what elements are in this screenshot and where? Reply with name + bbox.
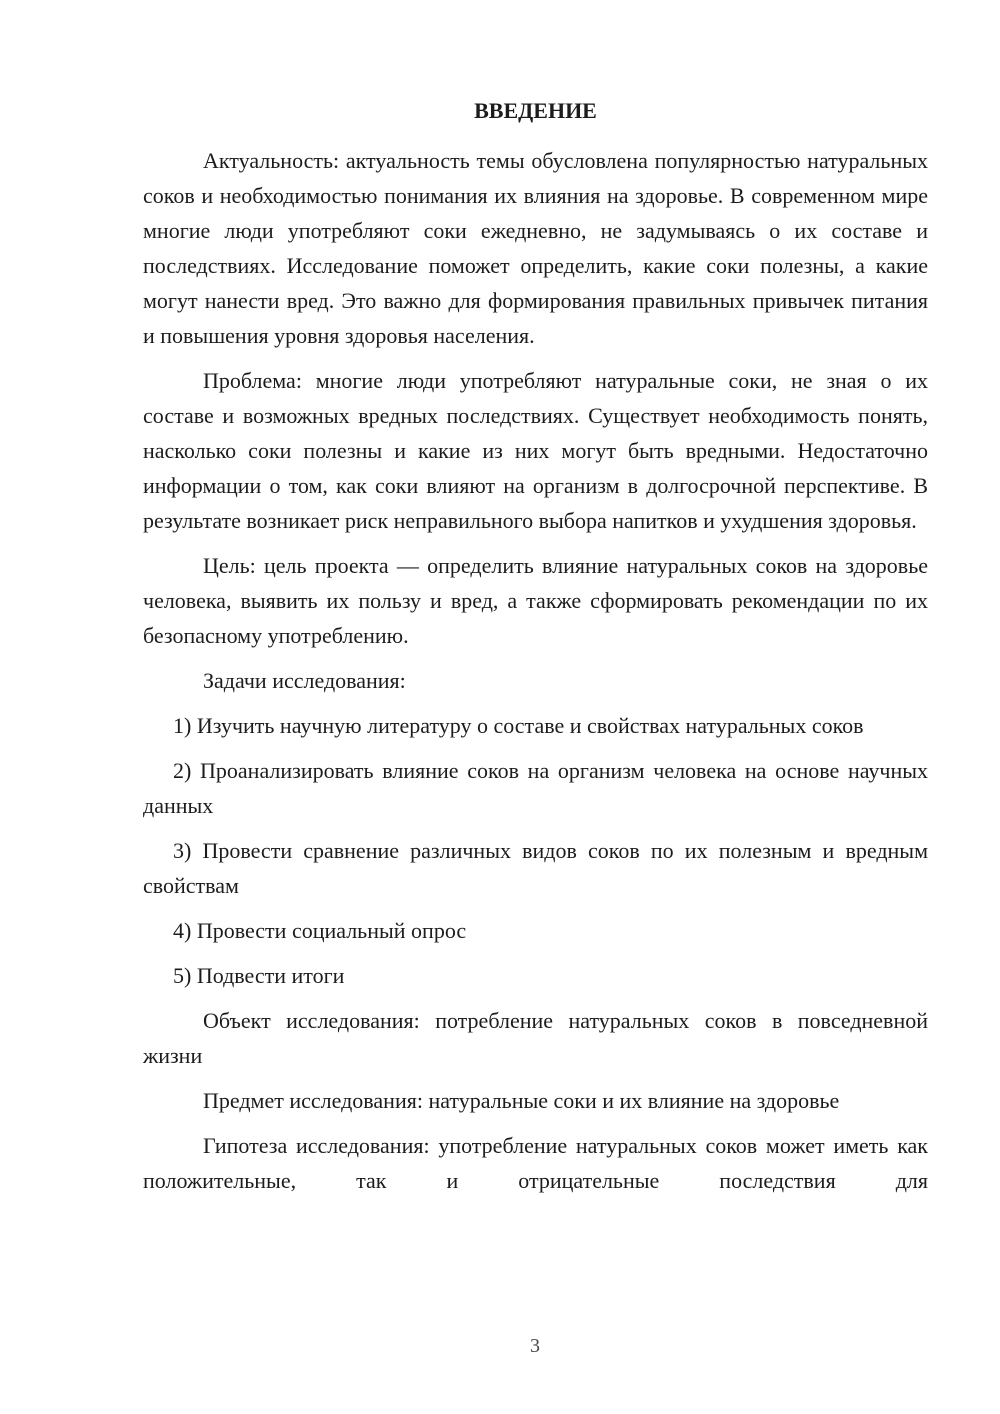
page-title: ВВЕДЕНИЕ: [474, 98, 597, 123]
tasks-heading: Задачи исследования:: [203, 668, 406, 693]
list-item: 4) Провести социальный опрос: [173, 918, 467, 943]
list-item: 1) Изучить научную литературу о составе и свойствах натуральных соков: [173, 713, 864, 738]
document-body: [143, 143, 928, 1208]
paragraph-object: Объект исследования: потребление натуральных соков в повседневной жизни: [143, 1008, 928, 1068]
list-item: 5) Подвести итоги: [173, 963, 345, 988]
paragraph-hypothesis: Гипотеза исследования: употребление натуральных соков может иметь как положительные, так и отрицательные последствия для: [143, 1133, 928, 1193]
paragraph-relevance: Актуальность: актуальность темы обусловлена популярностью натуральных соков и необходимостью понимания их влияния на здоровье. В современном мире многие люди употребляют соки ежедневно, не задумываясь о их составе и последствиях. Исследование поможет определить, какие соки полезны, а какие могут нанести вред. Это важно для формирования правильных привычек питания и повышения уровня здоровья населения.: [143, 148, 928, 348]
paragraph-subject: Предмет исследования: натуральные соки и их влияние на здоровье: [203, 1088, 840, 1113]
list-item: 3) Провести сравнение различных видов соков по их полезным и вредным свойствам: [143, 838, 928, 898]
list-item: 2) Проанализировать влияние соков на организм человека на основе научных данных: [143, 758, 928, 818]
paragraph-goal: Цель: цель проекта — определить влияние натуральных соков на здоровье человека, выявить их пользу и вред, а также сформировать рекомендации по их безопасному употреблению.: [143, 553, 928, 648]
paragraph-problem: Проблема: многие люди употребляют натуральные соки, не зная о их составе и возможных вредных последствиях. Существует необходимость понять, насколько соки полезны и какие из них могут быть вредными. Недостаточно информации о том, как соки влияют на организм в долгосрочной перспективе. В результате возникает риск неправильного выбора напитков и ухудшения здоровья.: [143, 368, 928, 533]
page-number: 3: [530, 1335, 540, 1357]
